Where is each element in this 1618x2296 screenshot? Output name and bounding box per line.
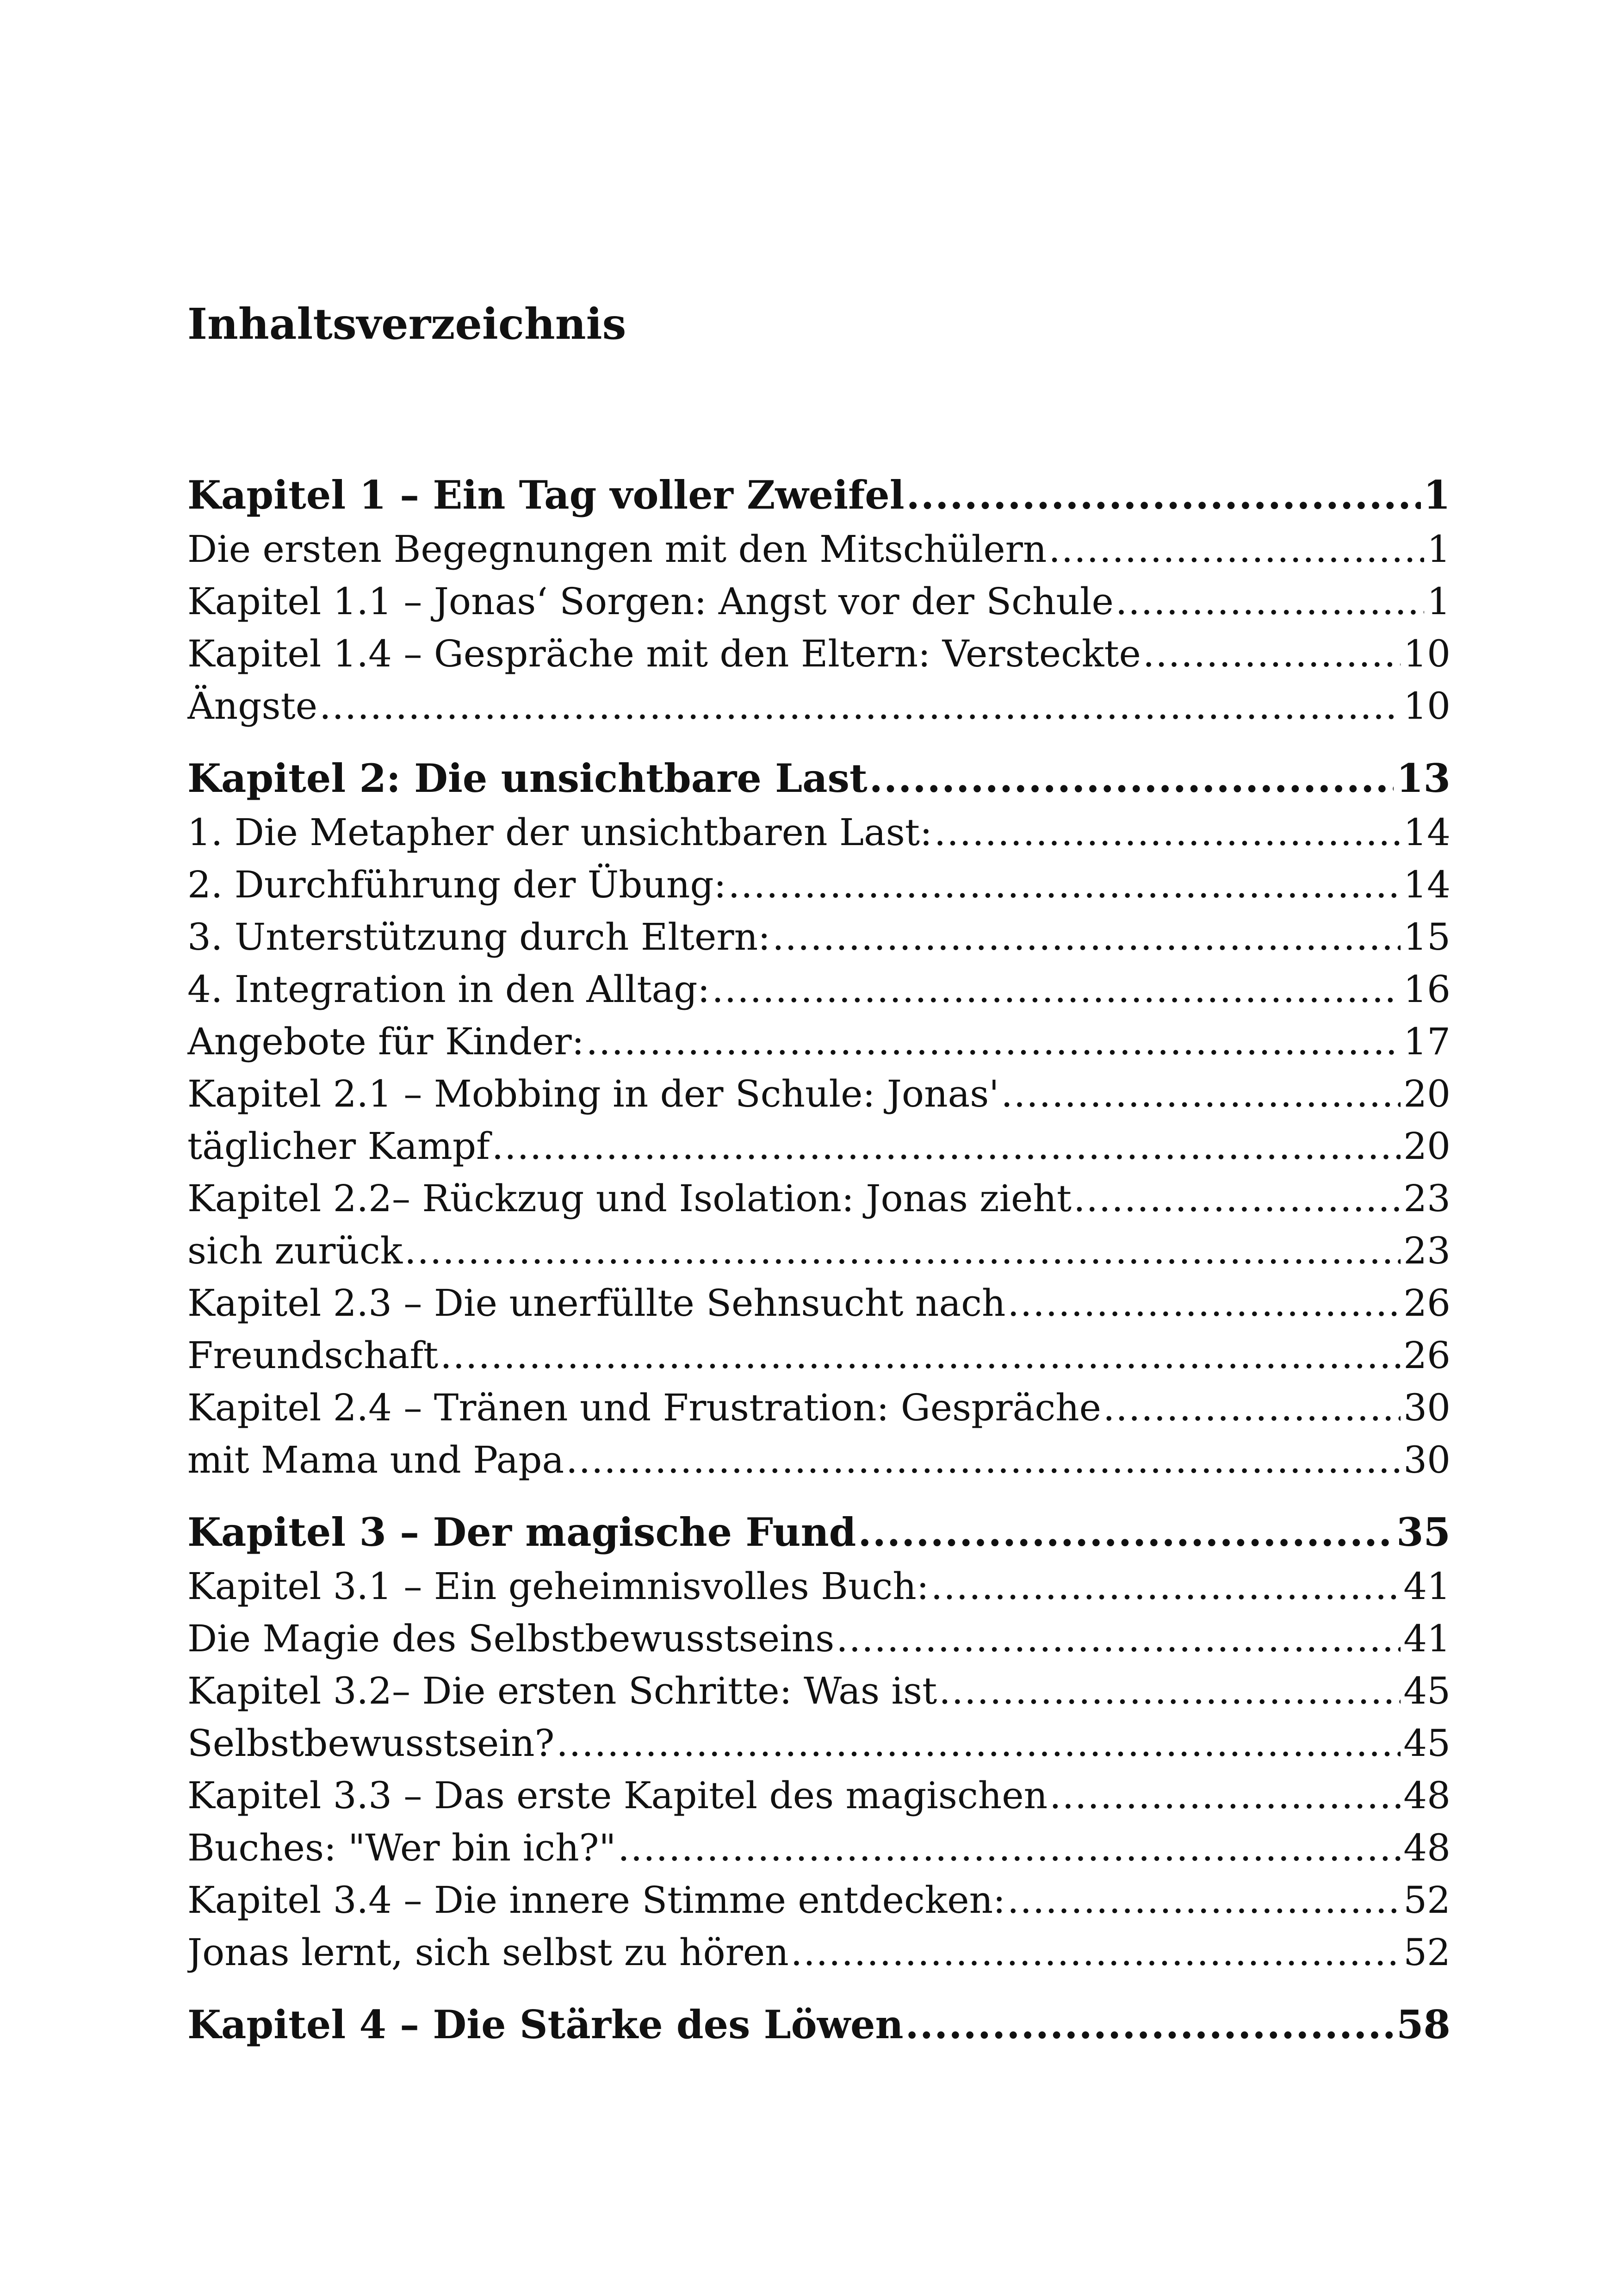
dot-leader [791,1926,1401,1979]
toc-entry[interactable] [187,1277,1451,1329]
toc-entry[interactable] [187,1172,1451,1225]
toc-entry-title: Kapitel 3.3 – Das erste Kapitel des magischen [187,1774,1048,1817]
dot-leader [906,467,1421,523]
dot-leader [939,1665,1401,1717]
toc-entry-page: 52 [1403,1879,1451,1922]
table-of-contents [187,467,1451,2053]
toc-entry-title: Kapitel 2.3 – Die unerfüllte Sehnsucht nach [187,1282,1006,1325]
toc-entry[interactable] [187,680,1451,732]
toc-entry-page: 17 [1403,1020,1451,1063]
dot-leader [1143,628,1401,680]
toc-entry-page: 14 [1403,863,1451,906]
toc-entry-title: Kapitel 1.1 – Jonas‘ Sorgen: Angst vor der Schule [187,580,1114,623]
toc-entry-page: 52 [1403,1931,1451,1974]
toc-chapter-entry[interactable] [187,751,1451,806]
toc-entry[interactable] [187,1717,1451,1769]
toc-entry[interactable] [187,1874,1451,1926]
toc-entry-page: 26 [1403,1334,1451,1377]
toc-entry-title: Freundschaft [187,1334,439,1377]
toc-entry[interactable] [187,1769,1451,1822]
toc-entry[interactable] [187,1225,1451,1277]
toc-entry-page: 20 [1403,1125,1451,1168]
toc-entry-title: Kapitel 2.1 – Mobbing in der Schule: Jonas' [187,1072,999,1115]
dot-leader [1007,1277,1401,1329]
toc-entry-page: 58 [1396,2002,1451,2047]
toc-entry-title: Ängste [187,684,318,728]
toc-entry-title: Selbstbewusstsein? [187,1722,555,1765]
toc-entry[interactable] [187,1434,1451,1486]
toc-entry-page: 26 [1403,1282,1451,1325]
toc-entry-title: Kapitel 1.4 – Gespräche mit den Eltern: Versteckte [187,632,1141,675]
toc-entry[interactable] [187,1329,1451,1381]
toc-chapter-entry[interactable] [187,1505,1451,1560]
toc-entry-title: 1. Die Metapher der unsichtbaren Last: [187,811,932,854]
page-title: Inhaltsverzeichnis [187,299,626,349]
toc-entry-title: 4. Integration in den Alltag: [187,968,710,1011]
toc-entry-title: Kapitel 3.4 – Die innere Stimme entdecken: [187,1879,1006,1922]
toc-entry-page: 45 [1403,1669,1451,1712]
dot-leader [618,1822,1401,1874]
dot-leader [1049,1769,1401,1822]
toc-entry-title: Kapitel 2: Die unsichtbare Last [187,755,868,801]
toc-entry-title: 3. Unterstützung durch Eltern: [187,915,771,958]
toc-entry-page: 15 [1403,915,1451,958]
toc-entry-page: 1 [1427,580,1451,623]
toc-entry-page: 30 [1403,1386,1451,1429]
toc-entry-page: 48 [1403,1774,1451,1817]
toc-entry[interactable] [187,1120,1451,1172]
toc-entry-title: Kapitel 4 – Die Stärke des Löwen [187,2002,904,2047]
toc-chapter-entry[interactable] [187,1997,1451,2053]
toc-entry-page: 45 [1403,1722,1451,1765]
toc-entry-title: Buches: "Wer bin ich?" [187,1826,616,1869]
dot-leader [404,1225,1401,1277]
toc-entry-title: Die ersten Begegnungen mit den Mitschülern [187,528,1047,571]
toc-entry-page: 41 [1403,1565,1451,1608]
dot-leader [858,1505,1394,1560]
toc-entry[interactable] [187,628,1451,680]
toc-entry-page: 10 [1403,684,1451,728]
dot-leader [931,1560,1401,1612]
toc-entry-page: 48 [1403,1826,1451,1869]
toc-entry-title: Kapitel 3 – Der magische Fund [187,1509,856,1555]
toc-entry-title: Angebote für Kinder: [187,1020,584,1063]
toc-entry-page: 41 [1403,1617,1451,1660]
toc-entry-title: Kapitel 2.4 – Tränen und Frustration: Gespräche [187,1386,1101,1429]
toc-entry-page: 13 [1396,755,1451,801]
dot-leader [712,963,1401,1015]
dot-leader [1103,1381,1401,1434]
toc-entry[interactable] [187,1381,1451,1434]
toc-entry[interactable] [187,963,1451,1015]
toc-entry-title: Kapitel 3.1 – Ein geheimnisvolles Buch: [187,1565,929,1608]
dot-leader [869,751,1394,806]
dot-leader [1116,575,1424,628]
toc-entry-page: 16 [1403,968,1451,1011]
dot-leader [934,806,1401,859]
toc-entry[interactable] [187,859,1451,911]
toc-entry-page: 30 [1403,1438,1451,1481]
dot-leader [586,1015,1401,1068]
toc-entry[interactable] [187,911,1451,963]
dot-leader [728,859,1401,911]
toc-entry[interactable] [187,806,1451,859]
dot-leader [836,1612,1401,1665]
dot-leader [772,911,1401,963]
toc-entry-page: 1 [1423,472,1451,518]
dot-leader [1048,523,1424,575]
toc-entry-title: Die Magie des Selbstbewusstseins [187,1617,835,1660]
dot-leader [319,680,1401,732]
toc-entry[interactable] [187,523,1451,575]
toc-entry[interactable] [187,575,1451,628]
toc-entry[interactable] [187,1015,1451,1068]
dot-leader [1001,1068,1401,1120]
toc-entry-title: täglicher Kampf [187,1125,490,1168]
toc-entry-title: Kapitel 2.2– Rückzug und Isolation: Jonas zieht [187,1177,1072,1220]
toc-entry-title: Kapitel 3.2– Die ersten Schritte: Was ist [187,1669,937,1712]
toc-entry-page: 10 [1403,632,1451,675]
toc-entry-page: 23 [1403,1229,1451,1272]
toc-chapter-entry[interactable] [187,467,1451,523]
toc-entry-page: 1 [1427,528,1451,571]
dot-leader [556,1717,1401,1769]
dot-leader [492,1120,1401,1172]
dot-leader [566,1434,1401,1486]
dot-leader [440,1329,1401,1381]
dot-leader [905,1997,1394,2053]
toc-entry[interactable] [187,1665,1451,1717]
dot-leader [1073,1172,1401,1225]
toc-entry-page: 35 [1396,1509,1451,1555]
dot-leader [1007,1874,1401,1926]
toc-entry[interactable] [187,1926,1451,1979]
toc-entry-title: mit Mama und Papa [187,1438,564,1481]
toc-entry[interactable] [187,1612,1451,1665]
toc-entry[interactable] [187,1068,1451,1120]
toc-entry-title: Jonas lernt, sich selbst zu hören [187,1931,789,1974]
toc-entry-title: 2. Durchführung der Übung: [187,863,726,906]
toc-entry-page: 20 [1403,1072,1451,1115]
toc-entry-title: sich zurück [187,1229,403,1272]
toc-entry[interactable] [187,1560,1451,1612]
toc-entry[interactable] [187,1822,1451,1874]
toc-entry-title: Kapitel 1 – Ein Tag voller Zweifel [187,472,905,518]
toc-entry-page: 23 [1403,1177,1451,1220]
toc-entry-page: 14 [1403,811,1451,854]
